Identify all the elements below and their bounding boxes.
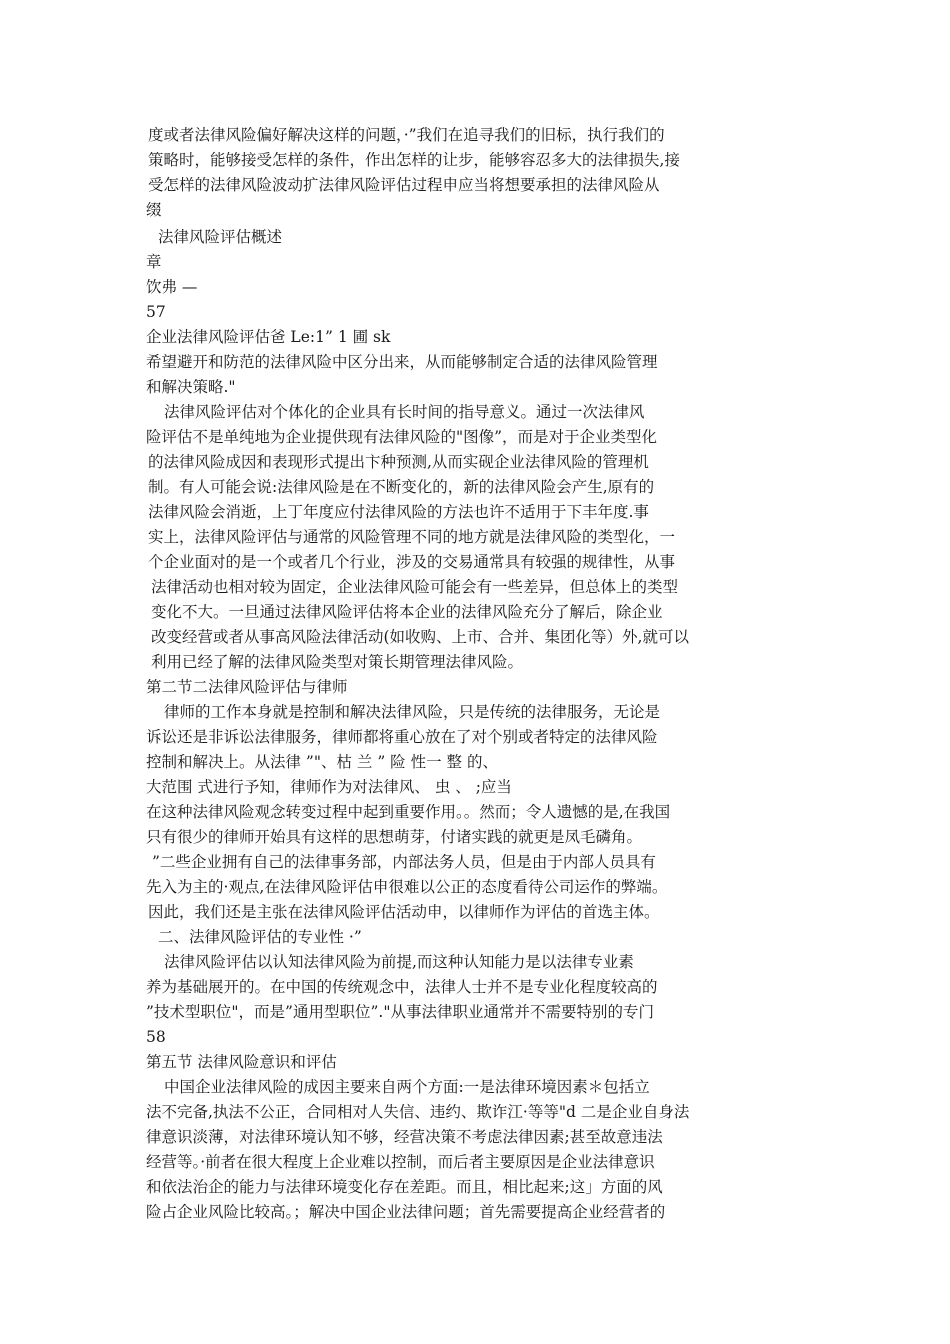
text-line: 法律风险评估以认知法律风险为前提,而这种认知能力是以法律专业素 [164, 953, 634, 971]
text-line: 因此，我们还是主张在法律风险评估活动申，以律师作为评估的首选主体。 [148, 903, 660, 921]
text-line: 利用已经了解的法律风险类型对策长期管理法律风险。 [151, 653, 524, 671]
text-line: 控制和解决上。从法律 ”"、枯 兰 ” 险 性一 整 的、 [146, 753, 498, 771]
section-heading: 二、法律风险评估的专业性 ·” [158, 928, 362, 946]
text-line: 变化不大。一旦通过法律风险评估将本企业的法律风险充分了解后，除企业 [151, 603, 663, 621]
text-line: 只有很少的律师开始具有这样的思想萌芽，付诸实践的就更是凤毛磷角。 [146, 828, 643, 846]
text-line: 大范围 式进行予知，律师作为对法律风、 虫 、 ;应当 [146, 778, 512, 796]
text-line: 缀 [146, 201, 162, 219]
text-line: 中国企业法律风险的成因主要来自两个方面:一是法律环境因素＊包括立 [164, 1078, 650, 1096]
text-line: 先入为主的·观点,在法律风险评估申很难以公正的态度看待公司运作的弊端。 [146, 878, 668, 896]
text-line: 法律风险评估对个体化的企业具有长时间的指导意义。通过一次法律风 [164, 403, 645, 421]
text-line: 饮弗 — [146, 278, 198, 296]
text-line: 度或者法律风险偏好解决这样的问题，·”我们在追寻我们的旧标，执行我们的 [148, 126, 665, 144]
text-line: 个企业面对的是一个或者几个行业，涉及的交易通常具有较强的规律性，从事 [148, 553, 676, 571]
text-line: 改变经营或者从事高风险法律活动(如收购、上市、合并、集团化等）外,就可以 [151, 628, 689, 646]
text-line: 法律活动也相对较为固定，企业法律风险可能会有一些差异，但总体上的类型 [151, 578, 679, 596]
text-line: 实上，法律风险评估与通常的风险管理不同的地方就是法律风险的类型化，一 [148, 528, 676, 546]
text-line: 养为基础展开的。在中国的传统观念中，法律人士并不是专业化程度较高的 [146, 978, 658, 996]
text-line: 律意识淡薄，对法律环境认知不够，经营决策不考虑法律因素;甚至故意违法 [146, 1128, 663, 1146]
text-line: 和依法治企的能力与法律环境变化存在差距。而且，相比起来;这」方面的风 [146, 1178, 663, 1196]
text-line: 希望避开和防范的法律风险中区分出来，从而能够制定合适的法律风险管理 [146, 353, 658, 371]
text-line: 的法律风险成因和表现形式提出卞种预测,从而实砚企业法律风险的管理机 [148, 453, 649, 471]
text-line: 受怎样的法律风险波动扩法律风险评估过程申应当将想要承担的法律风险从 [148, 176, 660, 194]
text-line: ”二些企业拥有自己的法律事务部，内部法务人员，但是由于内部人员具有 [152, 853, 656, 871]
page-number: 57 [146, 303, 166, 321]
text-line: 在这种法律风险观念转变过程中起到重要作用。。然而；令人遗憾的是,在我国 [146, 803, 671, 821]
text-line: 律师的工作本身就是控制和解决法律风险，只是传统的法律服务，无论是 [164, 703, 661, 721]
section-heading: 法律风险评估概述 [158, 228, 283, 246]
running-header: 企业法律风险评估爸 Le:1” 1 圃 sk [146, 328, 391, 346]
text-line: 和解决策略." [146, 378, 236, 396]
text-line: 章 [146, 253, 162, 271]
running-header: 第五节 法律风险意识和评估 [146, 1053, 337, 1071]
text-line: 险评估不是单纯地为企业提供现有法律风险的"图像”，而是对于企业类型化 [146, 428, 658, 446]
text-line: 险占企业风险比较高。；解决中国企业法律问题；首先需要提高企业经营者的 [146, 1203, 666, 1221]
text-line: 法不完备,执法不公正，合同相对人失信、违约、欺诈江·等等"d 二是企业自身法 [146, 1103, 690, 1121]
text-line: 诉讼还是非诉讼法律服务，律师都将重心放在了对个别或者特定的法律风险 [146, 728, 658, 746]
page-number: 58 [146, 1028, 166, 1046]
text-line: 策略时，能够接受怎样的条件，作出怎样的让步，能够容忍多大的法律损失,接 [148, 151, 680, 169]
text-line: 法律风险会消逝，上丁年度应付法律风险的方法也许不适用于下丰年度.事 [148, 503, 649, 521]
text-line: 制。有人可能会说:法律风险是在不断变化的，新的法律风险会产生,原有的 [148, 478, 655, 496]
text-line: ”技术型职位"，而是”通用型职位”."从事法律职业通常并不需要特别的专门 [146, 1003, 654, 1021]
section-heading: 第二节二法律风险评估与律师 [146, 678, 348, 696]
text-line: 经营等。·前者在很大程度上企业难以控制，而后者主要原因是企业法律意识 [146, 1153, 655, 1171]
